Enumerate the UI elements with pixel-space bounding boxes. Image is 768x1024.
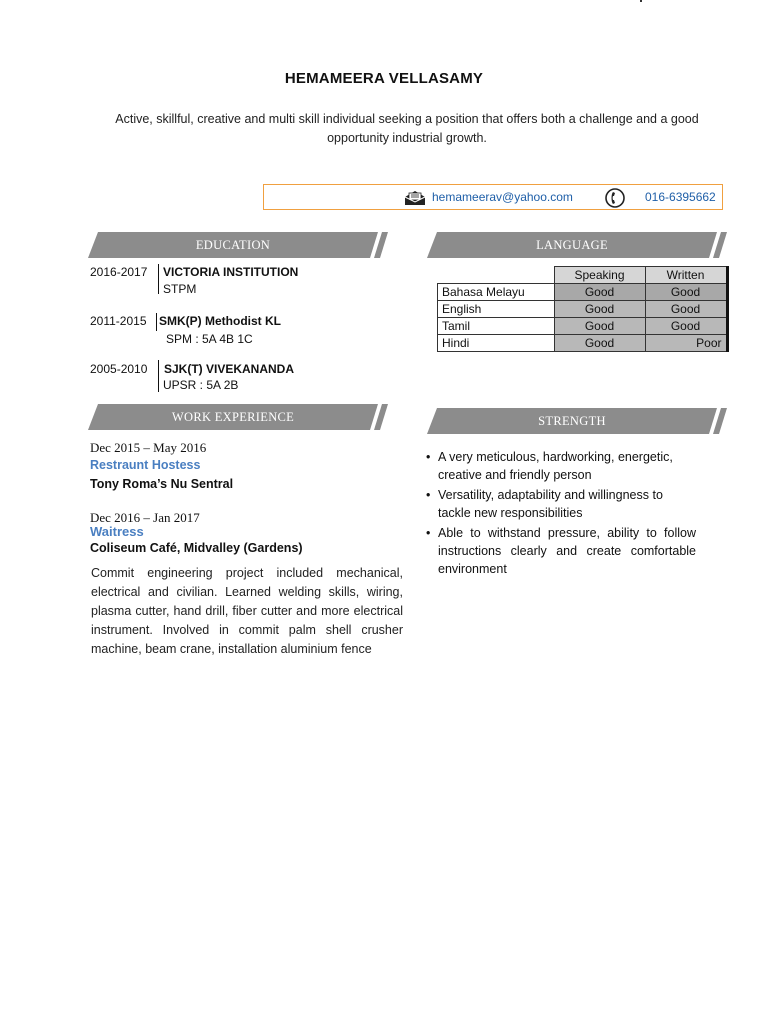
work-period: Dec 2015 – May 2016	[90, 440, 207, 455]
speaking-level: Good	[554, 301, 645, 318]
contact-box	[263, 184, 723, 210]
language-name: English	[438, 301, 555, 318]
language-heading-label: LANGUAGE	[536, 238, 608, 252]
language-table	[437, 266, 729, 352]
strength-text: Able to withstand pressure, ability to follow instructions clearly and create comfortable environment	[438, 526, 696, 576]
email-link[interactable]: hemameerav@yahoo.com	[432, 190, 573, 204]
strength-text: Versatility, adaptability and willingness to tackle new responsibilities	[438, 488, 663, 520]
written-header: Written	[645, 267, 727, 284]
language-row	[438, 301, 728, 318]
language-name: Tamil	[438, 318, 555, 335]
education-years: 2005-2010	[90, 362, 148, 376]
career-objective: Active, skillful, creative and multi skill individual seeking a position that offers both a challenge and a good opportunity industrial growth.	[115, 112, 699, 145]
work-period: Dec 2016 – Jan 2017	[90, 510, 200, 525]
education-divider	[156, 313, 157, 331]
education-school: VICTORIA INSTITUTION	[163, 265, 299, 279]
education-years: 2016-2017	[90, 265, 148, 279]
speaking-level: Good	[554, 284, 645, 301]
written-level: Poor	[645, 335, 727, 352]
language-heading	[427, 232, 733, 258]
language-name: Bahasa Melayu	[438, 284, 555, 301]
education-detail: STPM	[163, 282, 197, 296]
work-role: Waitress	[90, 524, 144, 539]
written-level: Good	[645, 284, 727, 301]
education-detail: UPSR : 5A 2B	[163, 378, 239, 392]
strength-item	[426, 448, 696, 484]
candidate-name: HEMAMEERA VELLASAMY	[284, 70, 484, 87]
speaking-level: Good	[554, 318, 645, 335]
education-years: 2011-2015	[90, 314, 147, 328]
speaking-level: Good	[554, 335, 645, 352]
work-company: Tony Roma’s Nu Sentral	[90, 477, 234, 491]
work-description: Commit engineering project included mechanical, electrical and civilian. Learned welding skills, wiring, plasma cutter, hand drill, fiber cutter and more electrical instrument. Involved in commit palm shell crusher machine, beam crane, installation aluminium fence	[91, 566, 403, 656]
empty-header-cell	[438, 267, 555, 284]
strength-item	[426, 524, 696, 578]
language-table-wrapper	[437, 266, 729, 352]
education-detail: SPM : 5A 4B 1C	[166, 332, 253, 346]
strength-heading-label: STRENGTH	[538, 414, 606, 428]
work-company: Coliseum Café, Midvalley (Gardens)	[90, 541, 303, 555]
bullet: •	[426, 488, 431, 502]
phone-icon	[605, 188, 625, 208]
bullet: •	[426, 450, 431, 464]
education-heading	[88, 232, 394, 258]
education-heading-label: EDUCATION	[195, 238, 271, 252]
language-row	[438, 284, 728, 301]
education-school: SJK(T) VIVEKANANDA	[164, 362, 295, 376]
education-divider	[158, 360, 159, 392]
education-school: SMK(P) Methodist KL	[159, 314, 281, 328]
written-level: Good	[645, 318, 727, 335]
strength-heading	[427, 408, 733, 434]
work-role: Restraunt Hostess	[90, 458, 201, 472]
strength-list	[426, 448, 696, 580]
work-experience-heading-label: WORK EXPERIENCE	[171, 410, 295, 424]
speaking-header: Speaking	[554, 267, 645, 284]
language-name: Hindi	[438, 335, 555, 352]
bullet: •	[426, 526, 431, 540]
language-row	[438, 318, 728, 335]
strength-text: A very meticulous, hardworking, energetic, creative and friendly person	[438, 450, 673, 482]
work-experience-heading	[88, 404, 394, 430]
strength-item	[426, 486, 696, 522]
language-header-row	[438, 267, 728, 284]
written-level: Good	[645, 301, 727, 318]
page-corner-mark	[640, 0, 642, 2]
phone-number[interactable]: 016-6395662	[645, 190, 716, 204]
education-divider	[158, 264, 159, 294]
envelope-icon	[404, 190, 426, 206]
language-row	[438, 335, 728, 352]
